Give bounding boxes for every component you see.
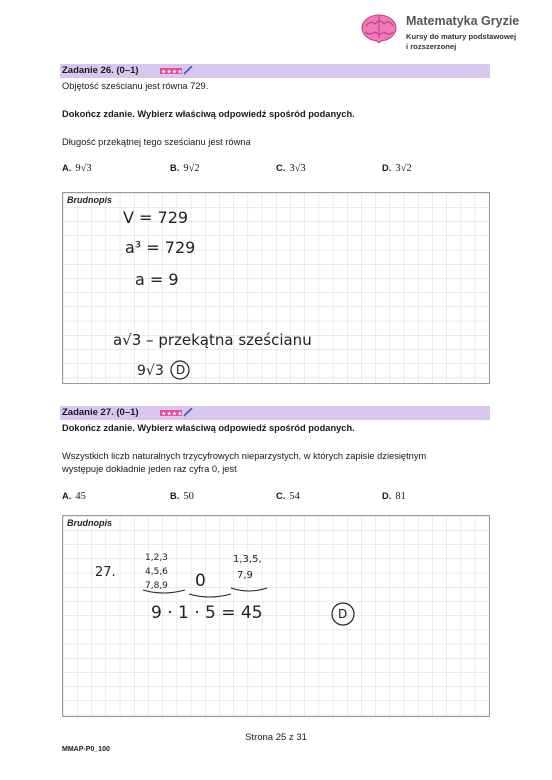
hw-task-number: 27. bbox=[95, 565, 116, 580]
hw-cube: a³ = 729 bbox=[125, 238, 196, 257]
task-26-answer-d[interactable]: D. 3√2 bbox=[382, 163, 412, 174]
brain-icon bbox=[360, 12, 398, 46]
task-27-answer-a[interactable]: A. 45 bbox=[62, 491, 86, 502]
hw-product: 9 · 1 · 5 = 45 bbox=[151, 603, 263, 623]
task-27-scratchpad[interactable] bbox=[62, 515, 490, 717]
hw-result: 9√3 bbox=[137, 363, 164, 379]
difficulty-stars-icon bbox=[160, 66, 194, 75]
task-27-answer-c[interactable]: C. 54 bbox=[276, 491, 300, 502]
scratchpad-label: Brudnopis bbox=[67, 195, 112, 205]
svg-text:★★★★: ★★★★ bbox=[161, 410, 183, 417]
hw-digits-row3: 7,8,9 bbox=[145, 581, 168, 591]
svg-text:★★★★: ★★★★ bbox=[161, 68, 183, 75]
task-27-question-line2: występuje dokładnie jeden raz cyfra 0, jest bbox=[62, 464, 237, 474]
handwriting bbox=[63, 193, 490, 384]
hw-odd-row2: 7,9 bbox=[237, 570, 253, 581]
task-26-scratchpad[interactable] bbox=[62, 192, 490, 384]
brand-subtitle bbox=[406, 32, 546, 52]
hw-choice: D bbox=[338, 607, 348, 621]
document-code: MMAP-P0_100 bbox=[62, 746, 110, 753]
task-26-instruction: Dokończ zdanie. Wybierz właściwą odpowiedź spośród podanych. bbox=[62, 109, 355, 119]
brand-name: Matematyka Gryzie bbox=[406, 14, 520, 28]
brand-logo bbox=[360, 12, 546, 56]
hw-choice: D bbox=[176, 363, 186, 377]
hw-volume: V = 729 bbox=[123, 208, 189, 227]
task-27-title: Zadanie 27. (0–1) bbox=[62, 407, 139, 418]
task-26-answer-c[interactable]: C. 3√3 bbox=[276, 163, 306, 174]
scratchpad-label: Brudnopis bbox=[67, 518, 112, 528]
hw-digits-row2: 4,5,6 bbox=[145, 567, 168, 577]
hw-diagonal: a√3 – przekątna sześcianu bbox=[113, 331, 312, 349]
task-27-header bbox=[60, 406, 490, 420]
hw-zero: 0 bbox=[195, 571, 206, 591]
task-26-answer-a[interactable]: A. 9√3 bbox=[62, 163, 92, 174]
handwriting bbox=[63, 516, 490, 717]
brand-subtitle-line1: Kursy do matury podstawowej bbox=[406, 32, 517, 41]
task-26-answer-b[interactable]: B. 9√2 bbox=[170, 163, 200, 174]
task-27-answer-b[interactable]: B. 50 bbox=[170, 491, 194, 502]
task-26-header bbox=[60, 64, 490, 78]
page-number: Strona 25 z 31 bbox=[245, 732, 307, 743]
task-26-title: Zadanie 26. (0–1) bbox=[62, 65, 139, 76]
difficulty-stars-icon bbox=[160, 408, 194, 417]
brand-subtitle-line2: i rozszerzonej bbox=[406, 42, 457, 51]
hw-odd-row1: 1,3,5, bbox=[233, 554, 262, 565]
task-27-question-line1: Wszystkich liczb naturalnych trzycyfrowych nieparzystych, w których zapisie dziesiętnym bbox=[62, 451, 427, 461]
hw-digits-row1: 1,2,3 bbox=[145, 553, 168, 563]
task-27-answer-d[interactable]: D. 81 bbox=[382, 491, 406, 502]
task-26-question: Długość przekątnej tego sześcianu jest równa bbox=[62, 137, 251, 147]
task-27-instruction: Dokończ zdanie. Wybierz właściwą odpowiedź spośród podanych. bbox=[62, 423, 355, 433]
hw-edge: a = 9 bbox=[135, 270, 179, 289]
task-26-statement: Objętość sześcianu jest równa 729. bbox=[62, 81, 209, 91]
